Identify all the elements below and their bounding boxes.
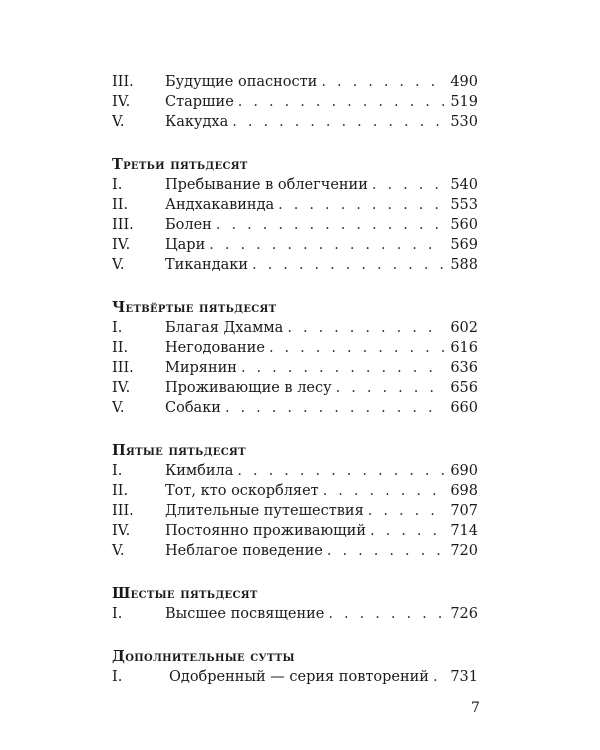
entry-page: 553 [450, 197, 478, 213]
dot-leader [323, 481, 445, 501]
page-number: 7 [471, 700, 480, 716]
entry-title: Тикандаки [165, 257, 249, 273]
entry-title: Неблагое поведение [165, 543, 323, 559]
dot-leader [216, 215, 444, 235]
entry-page: 660 [450, 400, 478, 416]
entry-page: 560 [450, 217, 478, 233]
entry-number: II. [112, 483, 129, 499]
toc-entry [112, 318, 478, 338]
entry-page: 690 [450, 463, 478, 479]
entry-title: Постоянно проживающий [165, 523, 366, 539]
entry-number: I. [112, 177, 123, 193]
dot-leader [232, 112, 444, 132]
entry-title: Какудха [165, 114, 229, 130]
entry-page: 636 [450, 360, 478, 376]
section-heading: Дополнительные сутты [112, 648, 295, 665]
toc-entry [112, 667, 478, 687]
dot-leader [336, 378, 445, 398]
dot-leader [252, 255, 444, 275]
entry-page: 720 [450, 543, 478, 559]
dot-leader [209, 235, 444, 255]
toc-entry [112, 175, 478, 195]
entry-title: Андхакавинда [165, 197, 275, 213]
entry-page: 616 [450, 340, 478, 356]
entry-number: I. [112, 606, 123, 622]
entry-page: 602 [450, 320, 478, 336]
entry-title: Высшее посвящение [165, 606, 325, 622]
entry-page: 726 [450, 606, 478, 622]
entry-number: V. [112, 257, 125, 273]
dot-leader [241, 358, 444, 378]
entry-title: Негодование [165, 340, 265, 356]
entry-page: 588 [450, 257, 478, 273]
toc-top-group [112, 72, 478, 132]
toc-entry [112, 92, 478, 112]
dot-leader [327, 541, 444, 561]
entry-number: IV. [112, 523, 131, 539]
toc-entry [112, 235, 478, 255]
entry-number: I. [112, 320, 123, 336]
entry-title: Тот, кто оскорбляет [165, 483, 319, 499]
dot-leader [278, 195, 444, 215]
entry-number: I. [112, 463, 123, 479]
section-heading: Третьи пятьдесят [112, 156, 248, 173]
entry-number: IV. [112, 237, 131, 253]
section-heading: Шестые пятьдесят [112, 585, 258, 602]
entry-number: III. [112, 217, 134, 233]
entry-title: Пребывание в облегчении [165, 177, 368, 193]
entry-number: V. [112, 543, 125, 559]
entry-title: Будущие опасности [165, 74, 318, 90]
entry-number: III. [112, 74, 134, 90]
dot-leader [238, 92, 445, 112]
entry-page: 530 [450, 114, 478, 130]
entry-title: Проживающие в лесу [165, 380, 332, 396]
toc-entry [112, 521, 478, 541]
dot-leader [433, 667, 444, 687]
table-of-contents [112, 72, 478, 687]
entry-number: V. [112, 400, 125, 416]
toc-entry [112, 72, 478, 92]
entry-number: IV. [112, 380, 131, 396]
entry-number: IV. [112, 94, 131, 110]
entry-number: II. [112, 197, 129, 213]
toc-entry [112, 541, 478, 561]
entry-title: Благая Дхамма [165, 320, 284, 336]
entry-page: 656 [450, 380, 478, 396]
entry-number: III. [112, 360, 134, 376]
dot-leader [287, 318, 444, 338]
section-heading: Четвёртые пятьдесят [112, 299, 277, 316]
toc-entry [112, 255, 478, 275]
entry-title: Старшие [165, 94, 234, 110]
dot-leader [269, 338, 444, 358]
entry-page: 540 [450, 177, 478, 193]
section-heading: Пятые пятьдесят [112, 442, 246, 459]
toc-entry [112, 461, 478, 481]
entry-title: Длительные путешествия [165, 503, 364, 519]
entry-number: II. [112, 340, 129, 356]
toc-entry [112, 604, 478, 624]
entry-page: 714 [450, 523, 478, 539]
entry-page: 569 [450, 237, 478, 253]
toc-entry [112, 378, 478, 398]
entry-title: Цари [165, 237, 206, 253]
toc-entry [112, 358, 478, 378]
toc-entry [112, 215, 478, 235]
entry-title: Болен [165, 217, 212, 233]
toc-entry [112, 481, 478, 501]
dot-leader [328, 604, 444, 624]
entry-title: Собаки [165, 400, 221, 416]
entry-title: Мирянин [165, 360, 237, 376]
entry-page: 490 [450, 74, 478, 90]
entry-number: I. [112, 669, 123, 685]
dot-leader [321, 72, 444, 92]
entry-title: Кимбила [165, 463, 234, 479]
dot-leader [370, 521, 444, 541]
entry-page: 519 [450, 94, 478, 110]
dot-leader [225, 398, 444, 418]
toc-entry [112, 195, 478, 215]
entry-number: III. [112, 503, 134, 519]
entry-page: 731 [450, 669, 478, 685]
toc-entry [112, 112, 478, 132]
toc-entry [112, 338, 478, 358]
toc-entry [112, 398, 478, 418]
entry-page: 707 [450, 503, 478, 519]
entry-title: Одобренный — серия повторений [169, 669, 429, 685]
dot-leader [237, 461, 444, 481]
dot-leader [372, 175, 444, 195]
toc-entry [112, 501, 478, 521]
dot-leader [368, 501, 445, 521]
entry-number: V. [112, 114, 125, 130]
entry-page: 698 [450, 483, 478, 499]
